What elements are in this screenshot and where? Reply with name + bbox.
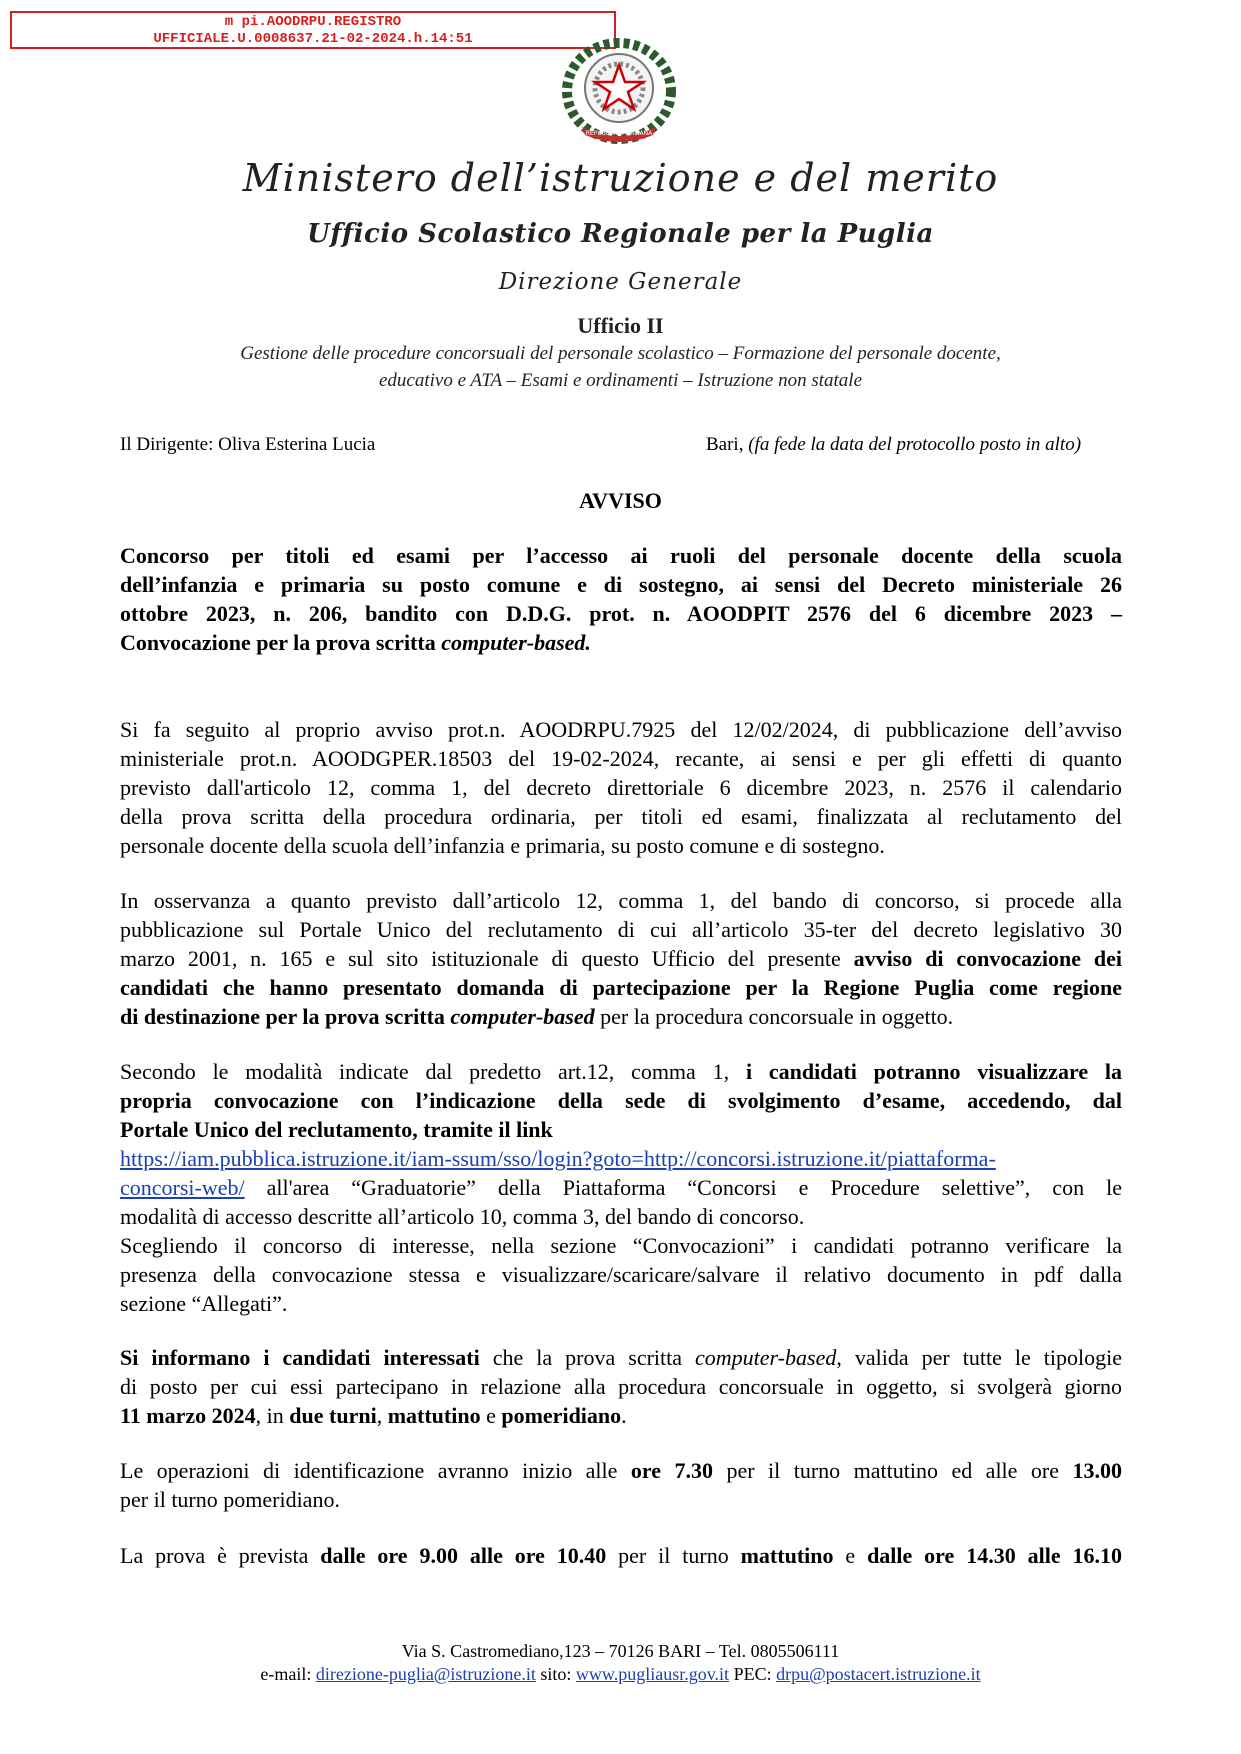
paragraph-6 xyxy=(120,1541,1122,1570)
paragraph-line: candidati che hanno presentato domanda di partecipazione per la Regione Puglia come regione xyxy=(120,975,1122,1000)
paragraph-2 xyxy=(120,886,1122,1031)
paragraph-line: per il turno pomeridiano. xyxy=(120,1487,340,1512)
bold-italic-text: computer-based xyxy=(450,1004,595,1029)
subject-line xyxy=(120,628,1122,657)
bold-text: mattutino xyxy=(387,1403,481,1428)
paragraph-line: Scegliendo il concorso di interesse, nella sezione “Convocazioni” i candidati potranno verificare la xyxy=(120,1233,1122,1258)
text: all'area “Graduatorie” della Piattaforma “Concorsi e Procedure selettive”, con le xyxy=(244,1175,1122,1200)
paragraph-line xyxy=(120,944,1122,973)
paragraph-3 xyxy=(120,1057,1122,1318)
place: Bari, xyxy=(706,434,749,455)
paragraph-line: di posto per cui essi partecipano in relazione alla procedura concorsuale in oggetto, si svolgerà giorno xyxy=(120,1374,1122,1399)
general-direction: Direzione Generale xyxy=(498,269,743,295)
bold-text: i candidati potranno visualizzare la xyxy=(745,1059,1123,1084)
protocol-stamp xyxy=(10,11,616,49)
notice-title: AVVISO xyxy=(579,488,662,513)
footer xyxy=(0,1640,1241,1686)
text: , in xyxy=(255,1403,290,1428)
bold-text: di destinazione per la prova scritta xyxy=(120,1004,451,1029)
subject-text: Convocazione per la prova scritta xyxy=(120,630,442,655)
text: e xyxy=(480,1403,502,1428)
italic-text: computer-based xyxy=(695,1345,837,1370)
bold-text: mattutino xyxy=(740,1543,834,1568)
subject-line: dell’infanzia e primaria su posto comune e di sostegno, ai sensi del Decreto ministeriale 26 xyxy=(120,572,1122,597)
bold-text: Si informano i candidati interessati xyxy=(120,1345,480,1370)
ministry-name: Ministero dell’istruzione e del merito xyxy=(242,156,999,200)
unit-description xyxy=(0,340,1241,394)
paragraph-line: presenza della convocazione stessa e visualizzare/scaricare/salvare il relativo documento in pdf dalla xyxy=(120,1262,1122,1287)
text: per il turno xyxy=(606,1543,741,1568)
unit-description-line-1: Gestione delle procedure concorsuali del personale scolastico – Formazione del personale docente, xyxy=(240,343,1001,364)
pec-label: PEC: xyxy=(729,1664,777,1684)
text: Secondo le modalità indicate dal predetto art.12, comma 1, xyxy=(120,1059,746,1084)
footer-address: Via S. Castromediano,123 – 70126 BARI – Tel. 0805506111 xyxy=(401,1641,840,1661)
subject-line: Concorso per titoli ed esami per l’accesso ai ruoli del personale docente della scuola xyxy=(120,543,1122,568)
paragraph-5 xyxy=(120,1456,1122,1514)
text: marzo 2001, n. 165 e sul sito istituzionale di questo Ufficio del presente xyxy=(120,946,854,971)
bold-text: due turni xyxy=(289,1403,377,1428)
paragraph-line xyxy=(120,1456,1122,1485)
regional-office: Ufficio Scolastico Regionale per la Puglia xyxy=(307,219,934,249)
email-label: e-mail: xyxy=(260,1664,316,1684)
paragraph-line: della prova scritta della procedura ordinaria, per titoli ed esami, finalizzata al reclutamento del xyxy=(120,804,1122,829)
paragraph-4 xyxy=(120,1343,1122,1430)
text: per il turno mattutino ed alle ore xyxy=(713,1458,1073,1483)
paragraph-line: sezione “Allegati”. xyxy=(120,1291,288,1316)
site-link[interactable]: www.pugliausr.gov.it xyxy=(575,1664,730,1684)
bold-text: ore 7.30 xyxy=(630,1458,713,1483)
email-link[interactable]: direzione-puglia@istruzione.it xyxy=(315,1664,536,1684)
paragraph-line: personale docente della scuola dell’infanzia e primaria, su posto comune e di sostegno. xyxy=(120,833,885,858)
paragraph-line: modalità di accesso descritte all’articolo 10, comma 3, del bando di concorso. xyxy=(120,1204,805,1229)
text: , xyxy=(376,1403,388,1428)
republic-emblem-icon xyxy=(560,31,678,145)
paragraph-line: Portale Unico del reclutamento, tramite il link xyxy=(120,1117,553,1142)
text: , valida per tutte le tipologie xyxy=(836,1345,1122,1370)
director-name: Il Dirigente: Oliva Esterina Lucia xyxy=(120,434,376,455)
paragraph-line xyxy=(120,1541,1122,1570)
unit-description-line-2: educativo e ATA – Esami e ordinamenti – Istruzione non statale xyxy=(378,370,863,391)
bold-text: dalle ore 9.00 alle ore 10.40 xyxy=(320,1543,607,1568)
paragraph-line xyxy=(120,1002,1122,1031)
bold-text: avviso di convocazione dei xyxy=(853,946,1123,971)
text: . xyxy=(621,1403,627,1428)
stamp-line-2: UFFICIALE.U.0008637.21-02-2024.h.14:51 xyxy=(153,31,473,47)
paragraph-line: ministeriale prot.n. AOODGPER.18503 del 19-02-2024, recante, ai sensi e per gli effetti di quanto xyxy=(120,746,1122,771)
convocation-link-continuation[interactable]: concorsi-web/ xyxy=(120,1175,245,1200)
bold-text: 11 marzo 2024 xyxy=(120,1403,256,1428)
unit-name: Ufficio II xyxy=(577,313,664,338)
subject-italic: computer-based. xyxy=(441,630,591,655)
convocation-link[interactable]: https://iam.pubblica.istruzione.it/iam-ssum/sso/login?goto=http://concorsi.istruzione.it/piattaforma- xyxy=(120,1146,996,1171)
text: che la prova scritta xyxy=(479,1345,696,1370)
notice-subject xyxy=(120,541,1122,657)
text: Le operazioni di identificazione avranno inizio alle xyxy=(120,1458,631,1483)
paragraph-line xyxy=(120,1144,1122,1173)
stamp-line-1: m pi.AOODRPU.REGISTRO xyxy=(224,14,402,30)
site-label: sito: xyxy=(535,1664,576,1684)
bold-text: pomeridiano xyxy=(501,1403,622,1428)
paragraph-line: propria convocazione con l’indicazione della sede di svolgimento d’esame, accedendo, dal xyxy=(120,1088,1122,1113)
text: La prova è prevista xyxy=(120,1543,321,1568)
paragraph-1 xyxy=(120,715,1122,860)
place-date xyxy=(706,434,1081,456)
pec-link[interactable]: drpu@postacert.istruzione.it xyxy=(776,1664,981,1684)
bold-text: dalle ore 14.30 alle 16.10 xyxy=(867,1543,1122,1568)
text: e xyxy=(833,1543,868,1568)
subject-line: ottobre 2023, n. 206, bandito con D.D.G. prot. n. AOODPIT 2576 del 6 dicembre 2023 – xyxy=(120,601,1122,626)
text: per la procedura concorsuale in oggetto. xyxy=(594,1004,954,1029)
paragraph-line xyxy=(120,1343,1122,1372)
date-note: (fa fede la data del protocollo posto in alto) xyxy=(748,434,1082,455)
bold-text: 13.00 xyxy=(1072,1458,1122,1483)
paragraph-line: In osservanza a quanto previsto dall’articolo 12, comma 1, del bando di concorso, si procede alla xyxy=(120,888,1122,913)
paragraph-line xyxy=(120,1401,1122,1430)
paragraph-line: Si fa seguito al proprio avviso prot.n. AOODRPU.7925 del 12/02/2024, di pubblicazione dell’avviso xyxy=(120,717,1122,742)
paragraph-line: previsto dall'articolo 12, comma 1, del decreto direttoriale 6 dicembre 2023, n. 2576 il calendario xyxy=(120,775,1122,800)
paragraph-line: pubblicazione sul Portale Unico del reclutamento di cui all’articolo 35-ter del decreto legislativo 30 xyxy=(120,917,1122,942)
paragraph-line xyxy=(120,1173,1122,1202)
emblem-ribbon-text: REPUBBLICA ITALIANA xyxy=(585,130,653,137)
paragraph-line xyxy=(120,1057,1122,1086)
footer-contacts xyxy=(0,1663,1241,1686)
